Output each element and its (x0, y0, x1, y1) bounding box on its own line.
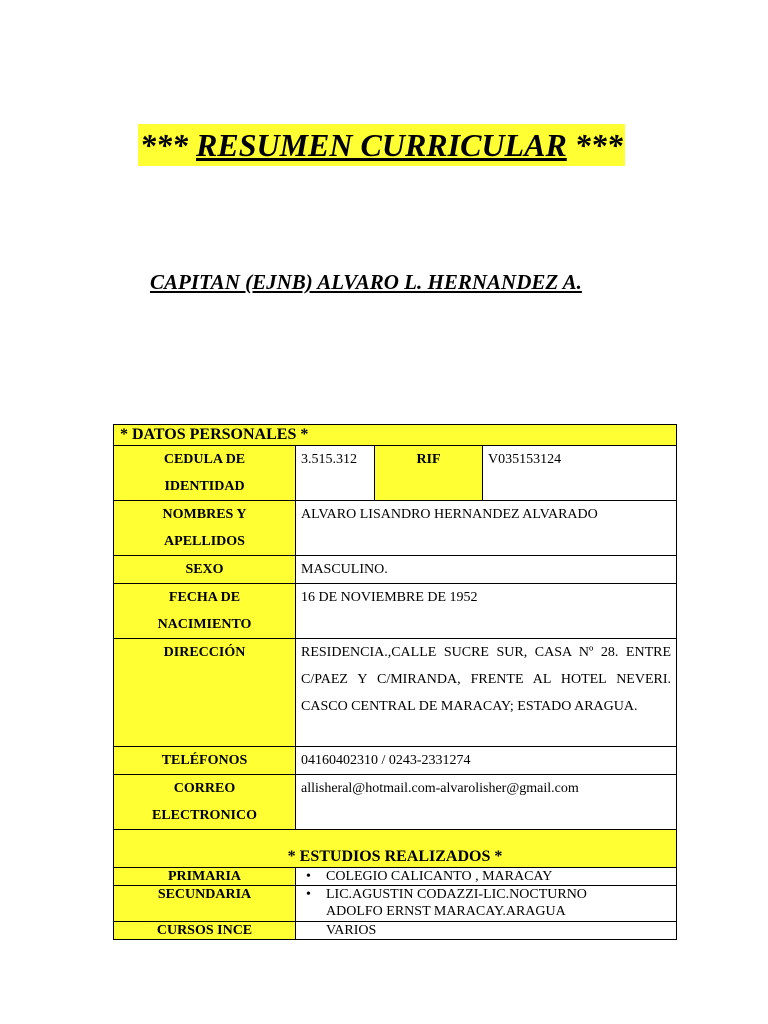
cursos-label: CURSOS INCE (114, 922, 296, 940)
cursos-value: VARIOS (296, 922, 677, 940)
fecha-nacimiento-value: 16 DE NOVIEMBRE DE 1952 (296, 584, 677, 639)
fecha-label-line1: FECHA DE (168, 590, 241, 605)
cv-table (113, 424, 677, 940)
bullet-icon: • (306, 869, 311, 884)
cedula-label (114, 446, 296, 501)
cedula-label-line2: IDENTIDAD (164, 479, 245, 494)
document-title (138, 124, 625, 166)
nombres-label-line2: APELLIDOS (164, 534, 245, 549)
secundaria-value (296, 886, 677, 922)
primaria-label: PRIMARIA (114, 868, 296, 886)
correo-label-line1: CORREO (173, 781, 236, 796)
correo-label (114, 775, 296, 830)
primaria-text: COLEGIO CALICANTO , MARACAY (326, 869, 553, 884)
rif-value: V035153124 (483, 446, 677, 501)
title-text: RESUMEN CURRICULAR (196, 127, 567, 163)
bullet-icon: • (306, 887, 311, 902)
fecha-nacimiento-label (114, 584, 296, 639)
cedula-label-line1: CEDULA DE (163, 452, 246, 467)
correo-value: allisheral@hotmail.com-alvarolisher@gmail.com (296, 775, 677, 830)
title-stars-right: *** (574, 127, 623, 163)
secundaria-text-line2: ADOLFO ERNST MARACAY.ARAGUA (326, 904, 566, 919)
nombres-label (114, 501, 296, 556)
secundaria-text-line1: LIC.AGUSTIN CODAZZI-LIC.NOCTURNO (326, 887, 587, 902)
cedula-value: 3.515.312 (296, 446, 375, 501)
studies-header: * ESTUDIOS REALIZADOS * (114, 830, 677, 868)
sexo-value: MASCULINO. (296, 556, 677, 584)
title-stars-left: *** (140, 127, 188, 163)
fecha-label-line2: NACIMIENTO (157, 617, 252, 632)
sexo-label: SEXO (114, 556, 296, 584)
correo-label-line2: ELECTRONICO (151, 808, 258, 823)
rif-label: RIF (375, 446, 483, 501)
personal-data-header: * DATOS PERSONALES * (114, 425, 677, 446)
telefonos-label: TELÉFONOS (114, 747, 296, 775)
telefonos-value: 04160402310 / 0243-2331274 (296, 747, 677, 775)
direccion-value: RESIDENCIA.,CALLE SUCRE SUR, CASA Nº 28. ENTRE C/PAEZ Y C/MIRANDA, FRENTE AL HOTEL NEVERI. CASCO CENTRAL DE MARACAY; ESTADO ARAGUA. (296, 639, 677, 747)
nombres-label-line1: NOMBRES Y (162, 507, 247, 522)
direccion-label: DIRECCIÓN (114, 639, 296, 747)
person-name-heading: CAPITAN (EJNB) ALVARO L. HERNANDEZ A. (150, 270, 582, 294)
secundaria-label: SECUNDARIA (114, 886, 296, 922)
nombres-value: ALVARO LISANDRO HERNANDEZ ALVARADO (296, 501, 677, 556)
primaria-value (296, 868, 677, 886)
